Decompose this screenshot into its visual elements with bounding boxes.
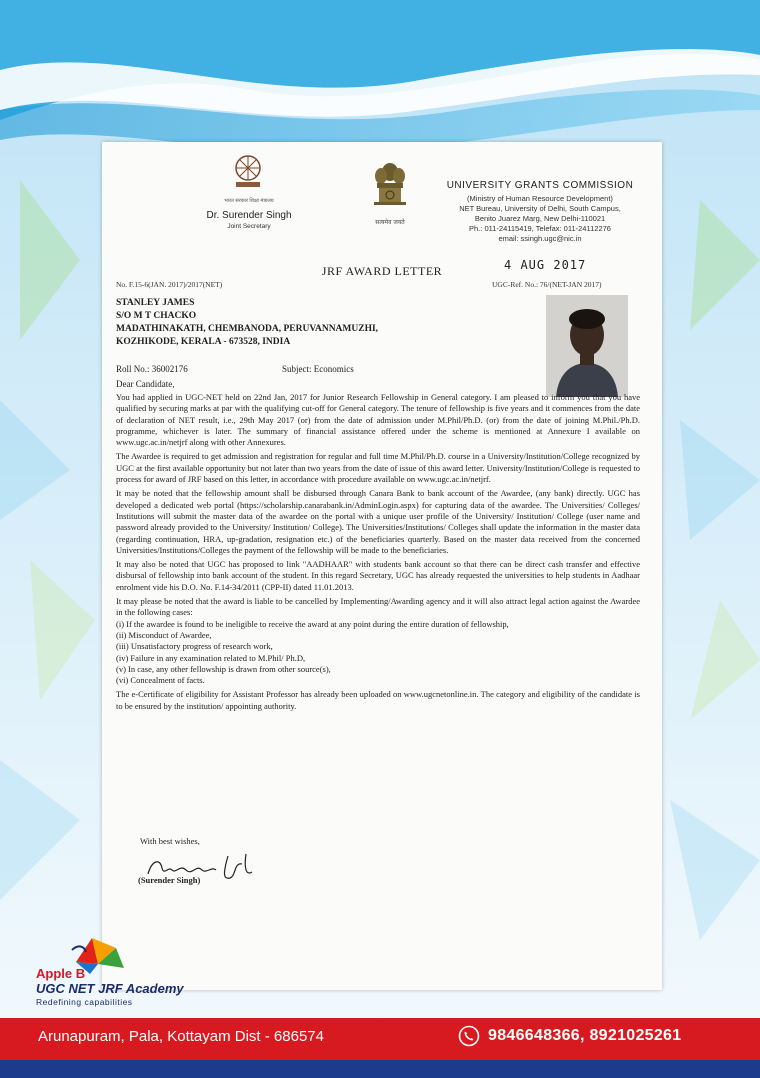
org-line: (Ministry of Human Resource Development): [467, 194, 613, 203]
emblem-motto: सत्यमेव जयते: [375, 219, 405, 226]
org-line: email: ssingh.ugc@nic.in: [498, 234, 582, 243]
paragraph: It may be noted that the fellowship amount shall be disbursed through Canara Bank to bank account of the Awardee, (any bank) directly. UGC has developed a dedicated web portal (https://scholarship.canarabank.in/AdminLogin.aspx) for capturing data of the awardee. The Universities/ Colleges/ Institutions will submit the master data of the awardee on the portal with a unique user profile of the University/ Institution/ College (user name and password already provided to the University/ Institution/ College). The Universities/Institutions/ Colleges shall update the information in the master data (regarding continuation, HRA, up-gradation, resignation etc.) of the beneficiaries quarterly. Based on the master data received from the concerned Universities/Institutions/Colleges the payment of the fellowship will be made to the beneficiaries.: [116, 488, 640, 555]
org-name: UNIVERSITY GRANTS COMMISSION: [446, 180, 634, 191]
subject: Subject: Economics: [282, 364, 354, 374]
recipient-address: [116, 297, 456, 349]
candidate-photo: [546, 295, 628, 397]
case-item: (ii) Misconduct of Awardee,: [116, 629, 212, 640]
case-item: (vi) Concealment of facts.: [116, 675, 205, 686]
final-paragraph: The e-Certificate of eligibility for Assistant Professor has already been uploaded on www.ugcnetonline.in. The category and eligibility of the candidate is to be ensured by the institution/ appointing authority.: [116, 689, 640, 711]
academy-tagline: Redefining capabilities: [36, 997, 133, 1007]
footer-bottom-strip: [0, 1060, 760, 1078]
signatory-block: [194, 158, 304, 230]
paragraph: It may please be noted that the award is liable to be cancelled by Implementing/Awarding agency and it will also attract legal action against the Awardee in the following cases:: [116, 596, 640, 618]
academy-subtitle: UGC NET JRF Academy: [36, 981, 184, 996]
national-emblem-icon: [370, 158, 410, 216]
org-line: Ph.: 011-24115419, Telefax: 011-24112276: [469, 224, 611, 233]
signatory-emblem-text: भारत सरकार शिक्षा मंत्रालय: [224, 198, 274, 204]
signatory-name: Dr. Surender Singh: [206, 210, 292, 221]
case-item: (iii) Unsatisfactory progress of research work,: [116, 641, 273, 652]
ugc-address-block: [440, 180, 640, 244]
salutation: Dear Candidate,: [116, 379, 175, 389]
paragraph: The Awardee is required to get admission and registration for regular and full time M.Phil/Ph.D. course in a University/Institution/College recognized by UGC at the first available opportunity but not later than two years from the date of issue of this award letter. University/Institution/College is requested to process for award of JRF based on this letter, in accordance with procedure available on www.ugc.ac.in/netjrf.: [116, 451, 640, 485]
address-line: MADATHINAKATH, CHEMBANODA, PERUVANNAMUZHI,: [116, 324, 379, 334]
file-number: No. F.15-6(JAN. 2017)/2017(NET): [116, 280, 223, 289]
letter-body: [116, 392, 640, 715]
phone-icon: [458, 1025, 480, 1047]
case-item: (iv) Failure in any examination related to M.Phil/ Ph.D,: [116, 652, 306, 663]
academy-name: Apple B: [36, 966, 86, 981]
signer-name: (Surender Singh): [138, 875, 201, 885]
org-line: NET Bureau, University of Delhi, South Campus,: [459, 204, 621, 213]
org-line: Benito Juarez Marg, New Delhi-110021: [474, 214, 606, 223]
award-letter-document: [102, 142, 662, 990]
closing: With best wishes,: [140, 836, 200, 846]
person-photo-icon: [546, 295, 628, 397]
address-line: KOZHIKODE, KERALA - 673528, INDIA: [116, 337, 291, 347]
signatory-title: Joint Secretary: [227, 223, 271, 230]
paragraph: It may also be noted that UGC has proposed to link "AADHAAR" with students bank account so that there can be direct cash transfer and effective disbursal of fellowship into bank account of the student. In this regard Secretary, UGC has already requested the universities to help students in Aadhaar enrolment vide his D.O. No. F.14-34/2011 (CPP-II) dated 11.01.2013.: [116, 559, 640, 592]
address-line: S/O M T CHACKO: [116, 311, 197, 321]
ugc-reference: UGC-Ref. No.: 76/(NET-JAN 2017): [492, 280, 602, 289]
case-item: (v) In case, any other fellowship is drawn from other source(s),: [116, 663, 331, 674]
footer-phone-numbers: 9846648366, 8921025261: [488, 1027, 682, 1044]
letter-title: JRF AWARD LETTER: [321, 264, 443, 278]
cancellation-cases: [116, 619, 640, 687]
footer-address: Arunapuram, Pala, Kottayam Dist - 686574: [38, 1028, 324, 1045]
date-stamp: 4 AUG 2017: [504, 258, 587, 272]
address-line: STANLEY JAMES: [116, 298, 195, 308]
paragraph: You had applied in UGC-NET held on 22nd Jan, 2017 for Junior Research Fellowship in General category. I am pleased to inform you that you have qualified by securing marks at par with the qualifying cut-off for General category. The tenure of fellowship is five years and it commences from the date of declaration of NET result, i.e., 29th May 2017 (or) from the date of admission under M.Phil/Ph.D. (or) from the date of joining M.Phil./Ph.D. programme, whichever is later. The summary of financial assistance offered under the scheme is mentioned at Annexure I available on www.ugc.ac.in/netjrf along with other Annexures.: [116, 392, 640, 448]
roll-number: Roll No.: 36002176: [116, 364, 188, 374]
case-item: (i) If the awardee is found to be ineligible to receive the award at any point during the entire duration of fellowship,: [116, 618, 509, 629]
